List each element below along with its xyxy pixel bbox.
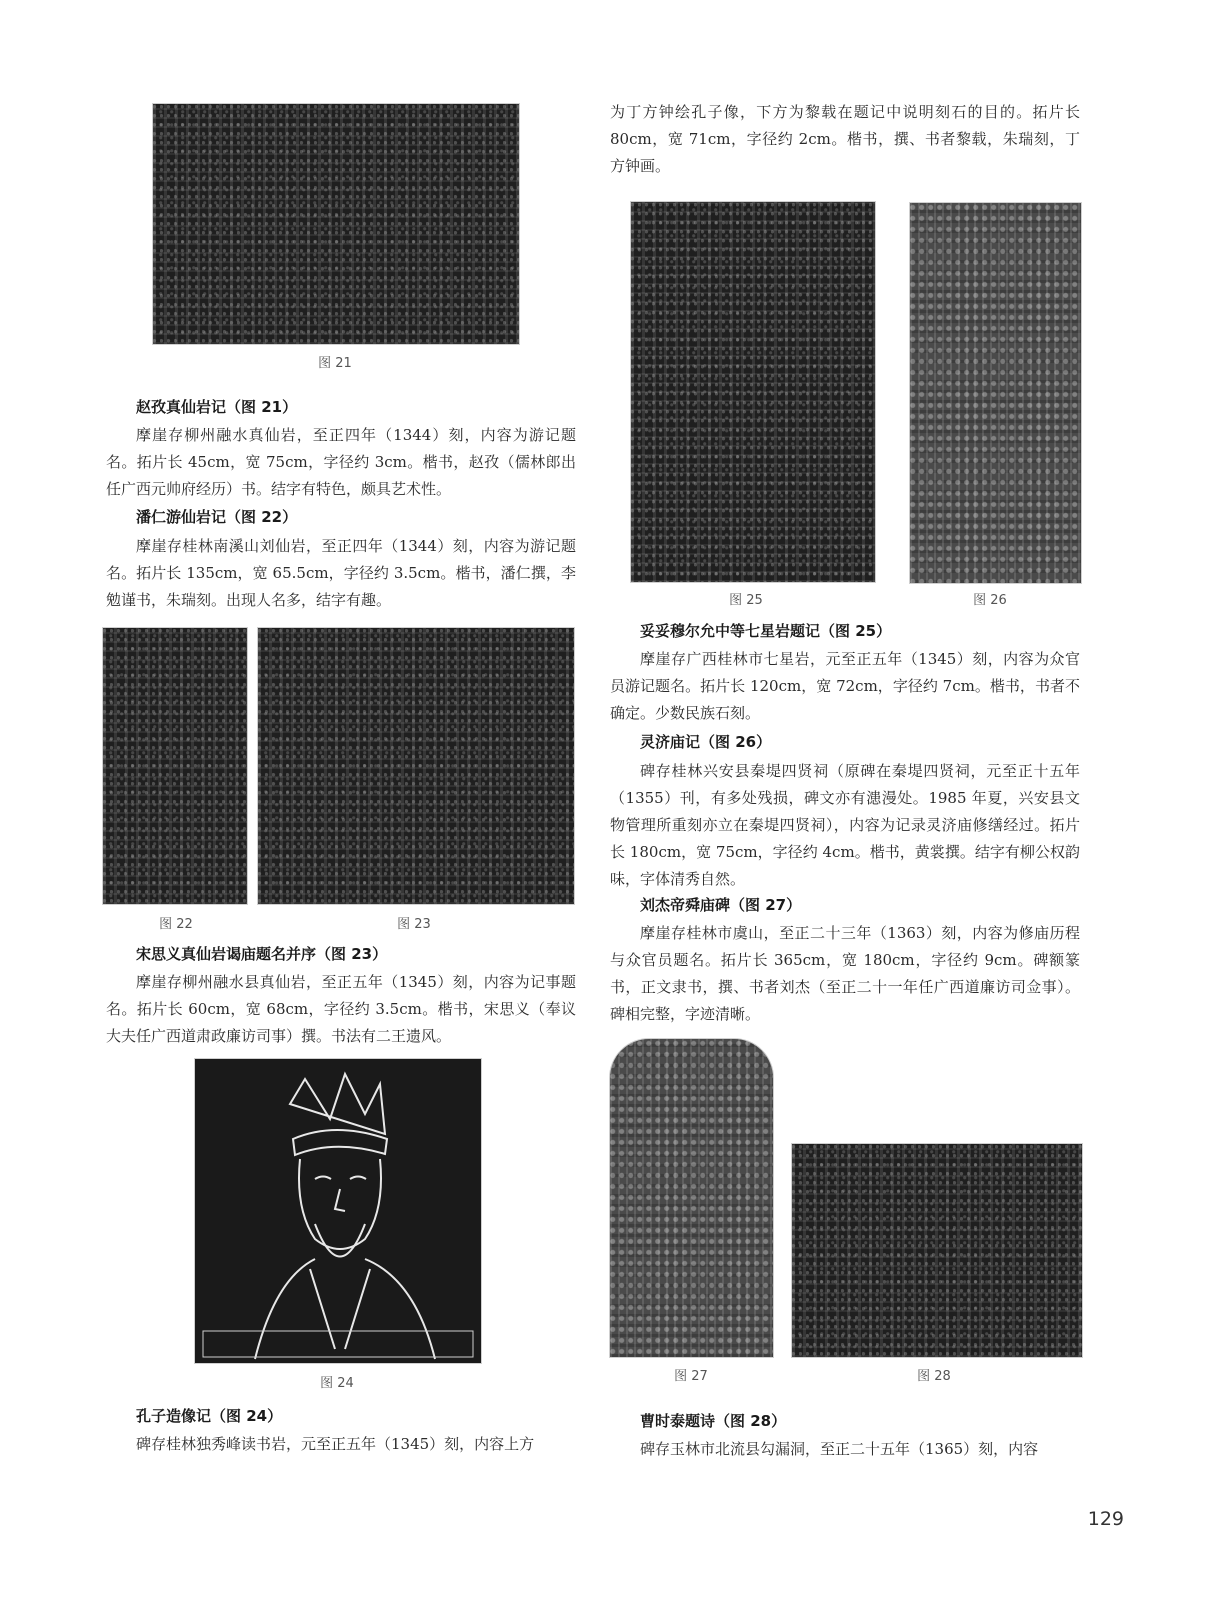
section-body-fig27: 摩崖存桂林市虞山，至正二十三年（1363）刻，内容为修庙历程与众官员题名。拓片长 365cm，宽 180cm，字径约 9cm。碑额篆书，正文隶书，撰、书者刘杰（至正二十一年任广西道廉访司佥事）。碑相完整，字迹清晰。 xyxy=(610,924,1080,1023)
confucius-portrait-icon xyxy=(195,1059,481,1363)
section-body-fig22: 摩崖存桂林南溪山刘仙岩，至正四年（1344）刻，内容为游记题名。拓片长 135cm，宽 65.5cm，字径约 3.5cm。楷书，潘仁撰，李勉谨书，朱瑞刻。出现人名多，结字有趣。 xyxy=(106,537,576,609)
portrait-rubbing-fig24 xyxy=(194,1058,482,1364)
figure-caption-25: 图 25 xyxy=(729,593,763,608)
section-body-fig25: 摩崖存广西桂林市七星岩，元至正五年（1345）刻，内容为众官员游记题名。拓片长 120cm，宽 72cm，字径约 7cm。楷书，书者不确定。少数民族石刻。 xyxy=(610,650,1080,722)
figure-caption-28: 图 28 xyxy=(917,1369,951,1384)
section-body-fig24: 碑存桂林独秀峰读书岩，元至正五年（1345）刻，内容上方 xyxy=(136,1435,535,1453)
section-heading-fig27: 刘杰帝舜庙碑（图 27） xyxy=(640,896,802,914)
rubbing-image-fig25 xyxy=(630,201,876,583)
section-heading-fig24: 孔子造像记（图 24） xyxy=(136,1407,283,1425)
rubbing-image-fig21 xyxy=(152,103,520,345)
figure-caption-27: 图 27 xyxy=(674,1369,708,1384)
section-heading-fig21: 赵孜真仙岩记（图 21） xyxy=(136,398,298,416)
rubbing-image-fig22 xyxy=(102,627,248,905)
section-heading-fig26: 灵济庙记（图 26） xyxy=(640,733,772,751)
rubbing-image-fig27 xyxy=(609,1038,774,1358)
figure-caption-26: 图 26 xyxy=(973,593,1007,608)
section-body-fig23: 摩崖存柳州融水县真仙岩，至正五年（1345）刻，内容为记事题名。拓片长 60cm，宽 68cm，字径约 3.5cm。楷书，宋思义（奉议大夫任广西道肃政廉访司事）撰。书法有二王遗风。 xyxy=(106,973,576,1045)
page-number: 129 xyxy=(1087,1508,1124,1530)
continued-text-fig24: 为丁方钟绘孔子像，下方为黎载在题记中说明刻石的目的。拓片长 80cm，宽 71cm，字径约 2cm。楷书，撰、书者黎载，朱瑞刻，丁方钟画。 xyxy=(610,103,1080,175)
figure-caption-24: 图 24 xyxy=(320,1376,354,1391)
section-body-fig21: 摩崖存柳州融水真仙岩，至正四年（1344）刻，内容为游记题名。拓片长 45cm，宽 75cm，字径约 3cm。楷书，赵孜（儒林郎出任广西元帅府经历）书。结字有特色，颇具艺术性。 xyxy=(106,426,576,498)
section-heading-fig28: 曹时泰题诗（图 28） xyxy=(640,1412,787,1430)
rubbing-image-fig23 xyxy=(257,627,575,905)
section-heading-fig25: 妥妥穆尔允中等七星岩题记（图 25） xyxy=(640,622,892,640)
section-body-fig28: 碑存玉林市北流县勾漏洞，至正二十五年（1365）刻，内容 xyxy=(640,1440,1039,1458)
section-heading-fig23: 宋思义真仙岩谒庙题名并序（图 23） xyxy=(136,945,388,963)
rubbing-image-fig26 xyxy=(909,202,1082,584)
section-body-fig26: 碑存桂林兴安县秦堤四贤祠（原碑在秦堤四贤祠，元至正十五年（1355）刊，有多处残损，碑文亦有漶漫处。1985 年夏，兴安县文物管理所重刻亦立在秦堤四贤祠），内容为记录灵济庙修缮经过。拓片长 180cm，宽 75cm，字径约 4cm。楷书，黄裳撰。结字有柳公权韵味，字体清秀自然。 xyxy=(610,762,1080,888)
figure-caption-23: 图 23 xyxy=(397,917,431,932)
rubbing-image-fig28 xyxy=(791,1143,1083,1358)
figure-caption-21: 图 21 xyxy=(318,356,352,371)
figure-caption-22: 图 22 xyxy=(159,917,193,932)
section-heading-fig22: 潘仁游仙岩记（图 22） xyxy=(136,508,298,526)
